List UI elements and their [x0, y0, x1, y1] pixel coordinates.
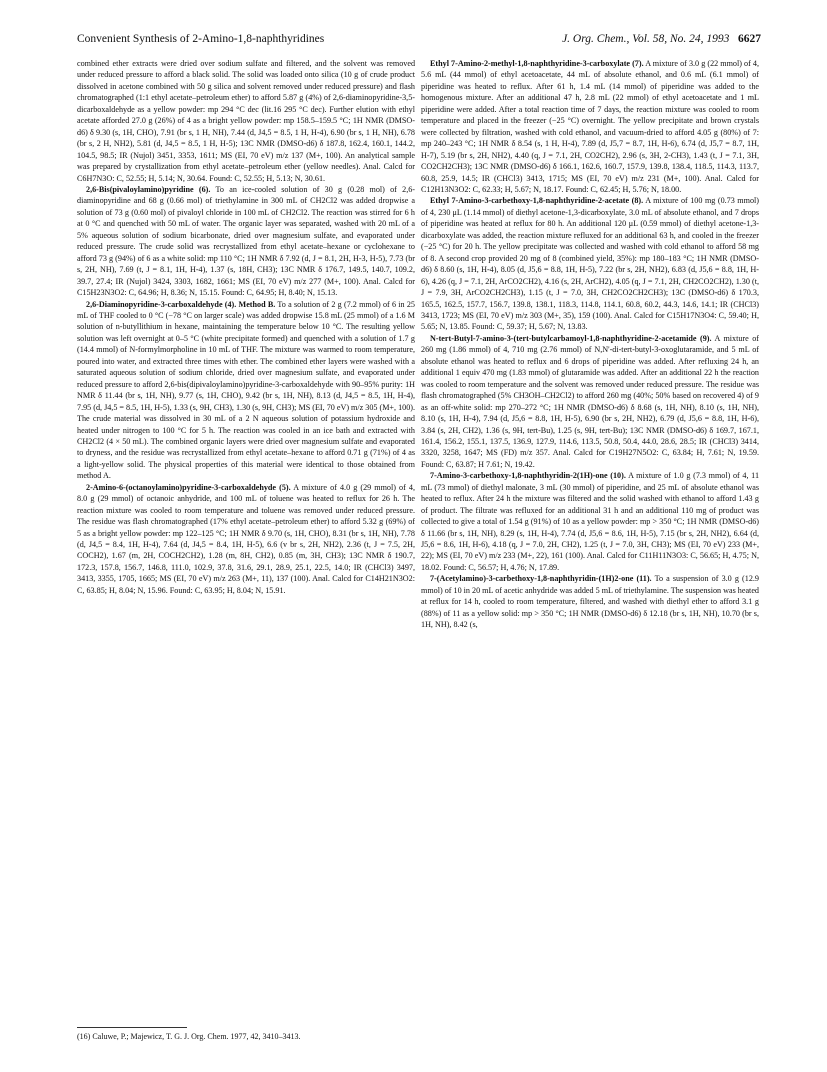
left-paragraph [77, 58, 415, 184]
left-paragraph [77, 299, 415, 482]
paragraph-body: combined ether extracts were dried over sodium sulfate and filtered, and the solvent was removed under reduced pressure to afford a black solid. The solid was loaded onto silica (10 g of crude product dissolved in acetone combined with 50 g silica and solvent removed under reduced pressure) and flash chromatographed (1:1 ethyl acetate–petroleum ether) to afford 5.87 g (4%) of 2,6-diaminopyridine-3,5-dicarboxaldehyde as a yellow powder: mp 294 °C dec (lit.16 295 °C dec). Further elution with ethyl acetate afforded 27.0 g (26%) of 4 as a bright yellow powder: mp 158.5–159.5 °C; 1H NMR (DMSO-d6) δ 9.30 (s, 1H, CHO), 7.91 (br s, 1 H, NH), 7.44 (d, J4,5 = 8.5, 1 H, H-4), 6.90 (br s, 1 H, NH), 6.78 (br s, 2 H, NH2), 5.81 (d, J4,5 = 8.5, 1 H, H-5); 13C NMR (DMSO-d6) δ 187.8, 162.4, 160.1, 144.2, 104.5, 98.5; IR (Nujol) 3451, 3353, 1611; MS (EI, 70 eV) m/z 137 (M+, 100). An analytical sample was prepared by crystallization from ethyl acetate–petroleum ether (yellow needles). Anal. Calcd for C6H7N3O: C, 52.55; H, 5.14; N, 30.64. Found: C, 52.55; H, 5.13; N, 30.61. [77, 59, 415, 183]
compound-heading: Ethyl 7-Amino-3-carbethoxy-1,8-naphthyridine-2-acetate (8). [430, 196, 644, 206]
paragraph-body: A mixture of 3.0 g (22 mmol) of 4, 5.6 mL (44 mmol) of ethyl acetoacetate, 44 mL of absolute ethanol, and 0.6 mL (6.1 mmol) of piperidine was heated to reflux. After 61 h, 1.4 mL (14 mmol) of piperidine was added to the homogenous mixture. After an additional 47 h, 2.8 mL (22 mmol) of ethyl acetoacetate and 1 mL piperidine were added. After a total reaction time of 7 days, the reaction mixture was cooled to room temperature and placed in the freezer (−25 °C) overnight. The yellow precipitate and brown crystals were collected by filtration, washed with cold ethanol, and vacuum-dried to afford 4.05 g (80%) of 7: mp 240–243 °C; 1H NMR δ 8.54 (s, 1 H, H-4), 7.89 (d, J5,7 = 8.7, 1H, H-6), 6.74 (d, J5,7 = 8.7, 1H, H-7), 5.19 (br s, 2H, NH2), 4.40 (q, J = 7.1, 2H, CO2CH2), 2.96 (s, 3H, 2-CH3), 1.43 (t, J = 7.1, 3H, CO2CH2CH3); 13C NMR (DMSO-d6) δ 166.1, 162.6, 160.7, 157.9, 139.8, 138.4, 118.5, 114.3, 113.7, 60.8, 25.9, 14.5; IR (CHCl3) 3413, 1715; MS (EI, 70 eV) m/z 231 (M+, 100). Anal. Calcd for C12H13N3O2: C, 62.33; H, 5.67; N, 18.17. Found: C, 62.45; H, 5.76; N, 18.00. [421, 59, 759, 194]
running-title: Convenient Synthesis of 2-Amino-1,8-naphthyridines [77, 33, 325, 45]
left-paragraph [77, 184, 415, 299]
right-paragraph [421, 195, 759, 332]
right-paragraph [421, 333, 759, 470]
left-paragraph [77, 482, 415, 597]
journal-name: J. Org. Chem., [562, 33, 630, 45]
paragraph-body: A mixture of 1.0 g (7.3 mmol) of 4, 11 mL (73 mmol) of diethyl malonate, 3 mL (30 mmol) of piperidine, and 25 mL of absolute ethanol was heated to reflux. After 24 h the mixture was filtered and the solid washed with ethanol to afford 1.43 g of product. The filtrate was refluxed for an additional 31 h and an additional 110 mg of product was collected to give a total of 1.54 g (91%) of 10 as a yellow powder: mp > 350 °C; 1H NMR (DMSO-d6) δ 11.66 (br s, 1H, NH), 8.29 (s, 1H, H-4), 7.74 (d, J5,6 = 8.6, 1H, H-5), 7.15 (br s, 2H, NH2), 6.64 (d, J5,6 = 8.6, 1H, H-6), 4.18 (q, J = 7.0, 2H, CH2), 1.25 (t, J = 7.0, 3H, CH3); MS (EI, 70 eV) 233 (M+, 22); MS (EI, 70 eV) m/z 233 (M+, 22), 161 (100). Anal. Calcd for C11H11N3O3: C, 56.65; H, 4.75; N, 18.02. Found: C, 56.57; H, 4.76; N, 17.89. [421, 471, 760, 572]
paragraph-body: A mixture of 100 mg (0.73 mmol) of 4, 230 μL (1.14 mmol) of diethyl acetone-1,3-dicarboxylate, 3.0 mL of absolute ethanol, and 7 drops of piperidine was heated at reflux for 80 h. An additional 120 μL (0.59 mmol) of diethyl acetone-1,3-dicarboxylate was added, the reaction mixture refluxed for an additional 63 h, and cooled in the freezer (−25 °C) for 20 h. The yellow precipitate was collected and washed with cold ethanol to afford 58 mg of 8. A second crop provided 20 mg of 8 (combined yield, 35%): mp 180–183 °C; 1H NMR (DMSO-d6) δ 8.60 (s, 1H, H-4), 8.05 (d, J5,6 = 8.8, 1H, H-5), 7.22 (br s, 2H, NH2), 6.83 (d, J5,6 = 8.8, 1H, H-6), 4.26 (q, J = 7.1, 2H, ArCO2CH2), 4.16 (s, 2H, ArCH2), 4.05 (q, J = 7.1, 2H, CH2CO2CH2), 1.30 (t, J = 7.9, 3H, ArCO2CH2CH3), 1.15 (t, J = 7.0, 3H, CH2CO2CH2CH3); 13C (DMSO-d6) δ 170.3, 165.5, 162.5, 157.7, 156.7, 139.8, 138.1, 118.3, 114.8, 114.1, 60.8, 60.2, 44.3, 14.6, 14.1; IR (CHCl3) 3413, 1723; MS (EI, 70 eV) m/z 303 (M+, 35), 159 (100). Anal. Calcd for C15H17N3O4: C, 59.40; H, 5.65; N, 13.85. Found: C, 59.37; H, 5.67; N, 13.83. [421, 196, 759, 332]
right-paragraph [421, 573, 759, 630]
compound-heading: 7-Amino-3-carbethoxy-1,8-naphthyridin-2(1H)-one (10). [430, 471, 626, 481]
footnote: (16) Caluwe, P.; Majewicz, T. G. J. Org. Chem. 1977, 42, 3410–3413. [77, 1032, 301, 1041]
compound-heading: 7-(Acetylamino)-3-carbethoxy-1,8-naphthyridin-(1H)2-one (11). [430, 574, 652, 584]
left-column [77, 58, 415, 596]
paragraph-body: A mixture of 260 mg (1.86 mmol) of 4, 710 mg (2.76 mmol) of N,N'-di-tert-butyl-3-oxoglutaramide, and 5 mL of absolute ethanol was heated to reflux and 6 drops of piperidine was added. After refluxing 24 h, an additional 1 equiv 470 mg (1.83 mmol) of glutaramide was added. After an additional 22 h the reaction was cooled to room temperature and the solvent was removed under reduced pressure. The residue was flash chromatographed (5% CH3OH–CH2Cl2) to afford 260 mg (40%; 50% based on recovered 4) of 9 as an off-white solid: mp 270–272 °C; 1H NMR (DMSO-d6) δ 8.68 (s, 1H, NH), 8.10 (s, 1H, NH), 8.10 (s, 1H, H-4), 7.94 (d, J5,6 = 8.8, 1H, H-5), 6.90 (br s, 2H, NH2), 6.79 (d, J5,6 = 8.8, 1H, H-6), 3.84 (s, 2H, CH2), 1.36 (s, 9H, tert-Bu), 1.25 (s, 9H, tert-Bu); 13C NMR (DMSO-d6) δ 169.7, 167.1, 161.4, 156.2, 155.1, 137.5, 136.9, 127.9, 114.6, 113.5, 50.8, 50.4, 44.0, 28.6, 28.5; IR (CHCl3) 3414, 3320, 3258, 1647; MS (FD) m/z 357. Anal. Calcd for C19H27N5O2: C, 63.84; H, 7.61; N, 19.59. Found: C, 63.87; H 7.61; N, 19.42. [421, 333, 759, 469]
compound-heading: 2,6-Diaminopyridine-3-carboxaldehyde (4). Method B. [86, 299, 276, 309]
paragraph-body: A mixture of 4.0 g (29 mmol) of 4, 8.0 g (29 mmol) of octanoic anhydride, and 100 mL of toluene was heated to reflux for 26 h. The reaction mixture was cooled to room temperature and toluene was removed under reduced pressure. The residue was flash chromatographed (17% ethyl acetate–petroleum ether) to afford 5.32 g (69%) of 5 as a bright yellow powder: mp 122–125 °C; 1H NMR δ 9.70 (s, 1H, CHO), 8.31 (br s, 1H, NH), 7.78 (d, J4,5 = 8.4, 1H, H-4), 7.64 (d, J4,5 = 8.4, 1H, H-5), 6.6 (v br s, 2H, NH2), 2.36 (t, J = 7.5, 2H, COCH2), 1.67 (m, 2H, COCH2CH2), 1.28 (m, 8H, CH2), 0.85 (m, 3H, CH3); 13C NMR δ 190.7, 172.3, 157.8, 156.7, 146.8, 111.0, 102.9, 37.8, 31.6, 29.1, 28.9, 25.1, 22.5, 14.0; IR (CHCl3) 3497, 3413, 3355, 1705, 1665; MS (EI, 70 eV) m/z 263 (M+, 11), 137 (100). Anal. Calcd for C14H21N3O2: C, 63.85; H, 8.04; N, 15.96. Found: C, 63.95; H, 8.04; N, 15.91. [77, 482, 415, 595]
paragraph-body: To a suspension of 3.0 g (12.9 mmol) of 10 in 20 mL of acetic anhydride was added 5 mL of triethylamine. The suspension was heated at reflux for 14 h, cooled to room temperature, filtered, and washed with diethyl ether to afford 3.1 g (88%) of 11 as a yellow solid: mp > 350 °C; 1H NMR (DMSO-d6) δ 12.18 (br s, 1H, NH), 10.70 (br s, 1H, NH), 8.42 (s, [421, 574, 759, 630]
paragraph-body: To an ice-cooled solution of 30 g (0.28 mol) of 2,6-diaminopyridine and 68 g (0.66 mol) of triethylamine in 300 mL of CH2Cl2 was added dropwise a solution of 73 g (0.60 mol) of pivaloyl chloride in 100 mL of CH2Cl2. The reaction was stirred for 6 h at 0 °C and quenched with 50 mL of water. The organic layer was separated, washed with 20 mL of a 5% aqueous solution of sodium bicarbonate, dried over magnesium sulfate, and evaporated under reduced pressure. The crude solid was recrystallized from ethyl acetate–hexane or cyclohexane to afford 73 g (94%) of 6 as a white solid: mp 110 °C; 1H NMR δ 7.92 (d, J = 8.1, 2H, H-3, H-5), 7.73 (br s, 2H, NH), 7.69 (t, J = 8.1, 1H, H-4), 1.37 (s, 18H, CH3); 13C NMR δ 176.7, 149.5, 140.7, 109.2, 39.7, 27.4; IR (Nujol) 3424, 3303, 1682, 1661; MS (EI, 70 eV) m/z 277 (M+, 100). Anal. Calcd for C15H23N3O2: C, 64.96; H, 8.36; N, 15.15. Found: C, 64.95; H, 8.40; N, 15.13. [77, 184, 415, 298]
page-number: 6627 [738, 33, 761, 45]
right-paragraph [421, 58, 759, 195]
right-column [421, 58, 759, 631]
volume-info: Vol. 58, No. 24, 1993 [632, 33, 730, 45]
paragraph-body: To a solution of 2 g (7.2 mmol) of 6 in 25 mL of THF cooled to 0 °C (−78 °C on larger scale) was added dropwise 15.8 mL (25 mmol) of a 1.6 M solution of n-butyllithium in hexane, maintaining the temperature below 10 °C. The resulting yellow solution was left overnight at 0–5 °C (white precipitate formed) and quenched with a solution of 1.7 g (14.4 mmol) of N-formylmorpholine in 10 mL of THF. The mixture was warmed to room temperature, poured into water, and extracted three times with ether. The combined ether layers were washed with a saturated aqueous solution of sodium chloride, dried over magnesium sulfate, and evaporated under reduced pressure to afford 2,6-bis(dipivaloylamino)pyridine-3-carboxaldehyde with 90–95% purity: 1H NMR δ 11.44 (br s, 1H, NH), 9.77 (s, 1H, CHO), 9.42 (br s, 1H, NH), 8.13 (d, J4,5 = 8.5, 1H, H-4), 7.95 (d, J4,5 = 8.5, 1H, H-5), 1.33 (s, 9H, CH3), 1.30 (s, 9H, CH3); MS (EI, 70 eV) m/z 305 (M+, 100). The crude material was dissolved in 30 mL of a 2 N aqueous solution of potassium hydroxide and heated under nitrogen to 100 °C for 5 h. The reaction was cooled in an ice bath and extracted with CH2Cl2 (4 × 50 mL). The combined organic layers were dried over magnesium sulfate and evaporated to dryness, and the residue was recrystallized from ethyl acetate–hexane to afford 0.71 g (71%) of 4 as a light-yellow solid. The physical properties of this material were identical to those obtained from method A. [77, 299, 415, 481]
compound-heading: 2,6-Bis(pivaloylamino)pyridine (6). [86, 184, 211, 194]
compound-heading: 2-Amino-6-(octanoylamino)pyridine-3-carboxaldehyde (5). [86, 482, 291, 492]
compound-heading: N-tert-Butyl-7-amino-3-(tert-butylcarbamoyl-1,8-naphthyridine-2-acetamide (9). [430, 333, 712, 343]
footnote-rule [77, 1027, 187, 1028]
compound-heading: Ethyl 7-Amino-2-methyl-1,8-naphthyridine-3-carboxylate (7). [430, 59, 644, 68]
right-paragraph [421, 470, 759, 573]
journal-citation [562, 31, 761, 47]
